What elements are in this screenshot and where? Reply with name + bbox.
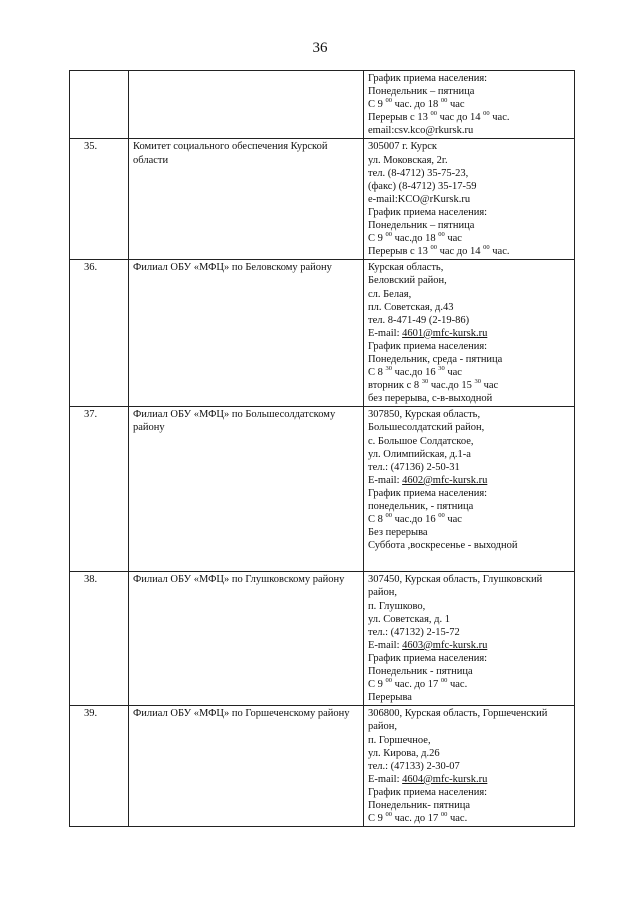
table-row xyxy=(70,260,575,407)
contact-details xyxy=(364,407,575,572)
time-minutes: 00 xyxy=(440,811,448,819)
detail-line xyxy=(368,773,570,786)
detail-line xyxy=(368,85,570,98)
table-row xyxy=(70,139,575,260)
row-number: 36. xyxy=(70,260,129,407)
text-fragment: 306800, Курская область, Горшеченский xyxy=(368,708,548,720)
detail-line xyxy=(368,747,570,760)
detail-line xyxy=(368,639,570,652)
text-fragment: С 9 xyxy=(368,813,386,825)
text-fragment: час. xyxy=(447,813,468,825)
detail-line xyxy=(368,474,570,487)
text-fragment: п. Глушково, xyxy=(368,600,426,612)
detail-line xyxy=(368,586,570,599)
contact-details xyxy=(364,139,575,260)
table-row xyxy=(70,71,575,139)
text-fragment: С 9 xyxy=(368,233,386,245)
organization-name xyxy=(129,71,364,139)
time-minutes: 00 xyxy=(440,677,448,685)
text-fragment: тел.: (47132) 2-15-72 xyxy=(368,626,460,638)
time-minutes: 00 xyxy=(385,97,393,105)
detail-line xyxy=(368,600,570,613)
table-row xyxy=(70,706,575,827)
detail-line xyxy=(368,98,570,111)
text-fragment: E-mail: xyxy=(368,474,403,486)
time-minutes: 00 xyxy=(385,512,393,520)
text-fragment: Перерыв с 13 xyxy=(368,112,431,124)
detail-line xyxy=(368,193,570,206)
text-fragment: E-mail: xyxy=(368,639,403,651)
text-fragment: email:csv.kco@rkursk.ru xyxy=(368,125,474,137)
row-number xyxy=(70,71,129,139)
text-fragment: час. xyxy=(489,112,510,124)
text-fragment: 307850, Курская область, xyxy=(368,409,481,421)
detail-line xyxy=(368,327,570,340)
text-fragment: График приема населения: xyxy=(368,340,488,352)
text-fragment: час. xyxy=(447,679,468,691)
text-fragment: час xyxy=(444,367,462,379)
detail-line xyxy=(368,206,570,219)
text-fragment: С 9 xyxy=(368,99,386,111)
detail-line xyxy=(368,707,570,720)
organization-name: Филиал ОБУ «МФЦ» по Большесолдатскому району xyxy=(129,407,364,572)
detail-line xyxy=(368,652,570,665)
detail-line xyxy=(368,167,570,180)
text-fragment: Понедельник – пятница xyxy=(368,220,475,232)
time-minutes: 00 xyxy=(483,110,490,118)
detail-line xyxy=(368,812,570,825)
text-fragment: час xyxy=(444,514,462,526)
email-link: 4602@mfc-kursk.ru xyxy=(402,474,488,486)
detail-line xyxy=(368,72,570,85)
text-fragment: С 9 xyxy=(368,679,386,691)
time-minutes: 00 xyxy=(438,231,445,239)
email-link: 4601@mfc-kursk.ru xyxy=(402,327,488,339)
detail-line xyxy=(368,340,570,353)
table-row xyxy=(70,572,575,706)
organization-name: Комитет социального обеспечения Курской области xyxy=(129,139,364,260)
time-minutes: 00 xyxy=(483,244,490,252)
text-fragment: Без перерыва xyxy=(368,527,428,539)
contact-details xyxy=(364,572,575,706)
detail-line xyxy=(368,366,570,379)
detail-line xyxy=(368,261,570,274)
detail-line xyxy=(368,573,570,586)
detail-line xyxy=(368,760,570,773)
table-row xyxy=(70,407,575,572)
row-number: 39. xyxy=(70,706,129,827)
contacts-table xyxy=(69,70,575,827)
organization-name: Филиал ОБУ «МФЦ» по Горшеченскому району xyxy=(129,706,364,827)
time-minutes: 00 xyxy=(438,512,445,520)
text-fragment: С 8 xyxy=(368,367,386,379)
text-fragment: пл. Советская, д.43 xyxy=(368,301,454,313)
detail-line xyxy=(368,245,570,258)
text-fragment: час. xyxy=(489,246,510,258)
text-fragment: С 8 xyxy=(368,514,386,526)
detail-line xyxy=(368,539,570,552)
time-minutes: 30 xyxy=(421,378,429,386)
text-fragment: Понедельник – пятница xyxy=(368,86,475,98)
text-fragment: час.до 15 xyxy=(428,380,475,392)
text-fragment: Понедельник- пятница xyxy=(368,799,471,811)
time-minutes: 30 xyxy=(385,365,393,373)
detail-line xyxy=(368,613,570,626)
text-fragment: E-mail: xyxy=(368,773,403,785)
text-fragment: ул. Моковская, 2г. xyxy=(368,154,448,166)
detail-line xyxy=(368,720,570,733)
organization-name: Филиал ОБУ «МФЦ» по Глушковскому району xyxy=(129,572,364,706)
detail-line xyxy=(368,288,570,301)
text-fragment: сл. Белая, xyxy=(368,288,412,300)
text-fragment: График приема населения: xyxy=(368,73,488,84)
table-body xyxy=(70,71,575,827)
text-fragment: тел. 8-471-49 (2-19-86) xyxy=(368,314,470,326)
time-minutes: 00 xyxy=(440,97,448,105)
text-fragment: Курская область, xyxy=(368,262,444,274)
text-fragment: тел. (8-4712) 35-75-23, xyxy=(368,167,469,179)
text-fragment: График приема населения: xyxy=(368,786,488,798)
text-fragment: район, xyxy=(368,721,398,733)
detail-line xyxy=(368,180,570,193)
detail-line xyxy=(368,626,570,639)
text-fragment: понедельник, - пятница xyxy=(368,501,474,512)
detail-line xyxy=(368,379,570,392)
time-minutes: 30 xyxy=(438,365,445,373)
text-fragment: Перерыва xyxy=(368,692,412,704)
email-link: 4604@mfc-kursk.ru xyxy=(402,773,488,785)
text-fragment: без перерыва, с-в-выходной xyxy=(368,393,493,405)
text-fragment: ул. Кирова, д.26 xyxy=(368,747,440,759)
text-fragment: 307450, Курская область, Глушковский xyxy=(368,574,543,586)
email-link: 4603@mfc-kursk.ru xyxy=(402,639,488,651)
detail-line xyxy=(368,461,570,474)
contact-details xyxy=(364,260,575,407)
detail-line xyxy=(368,487,570,500)
detail-line xyxy=(368,154,570,167)
text-fragment: п. Горшечное, xyxy=(368,734,431,746)
text-fragment: ул. Советская, д. 1 xyxy=(368,613,450,625)
detail-line xyxy=(368,274,570,287)
time-minutes: 00 xyxy=(430,110,437,118)
row-number: 37. xyxy=(70,407,129,572)
text-fragment: час xyxy=(447,99,465,111)
text-fragment: Перерыв с 13 xyxy=(368,246,431,258)
text-fragment: График приема населения: xyxy=(368,652,488,664)
detail-line xyxy=(368,408,570,421)
detail-line xyxy=(368,140,570,153)
row-number: 35. xyxy=(70,139,129,260)
detail-line xyxy=(368,124,570,137)
detail-line xyxy=(368,665,570,678)
time-minutes: 00 xyxy=(385,811,393,819)
contact-details xyxy=(364,71,575,139)
detail-line xyxy=(368,799,570,812)
text-fragment: с. Большое Солдатское, xyxy=(368,435,474,447)
text-fragment: час до 14 xyxy=(436,246,484,258)
text-fragment: 305007 г. Курск xyxy=(368,141,437,153)
text-fragment: тел.: (47136) 2-50-31 xyxy=(368,461,460,473)
organization-name: Филиал ОБУ «МФЦ» по Беловскому району xyxy=(129,260,364,407)
text-fragment: вторник с 8 xyxy=(368,380,422,392)
text-fragment: Понедельник - пятница xyxy=(368,666,473,678)
page-number: 36 xyxy=(312,40,328,56)
contact-details xyxy=(364,706,575,827)
time-minutes: 30 xyxy=(474,378,481,386)
row-number: 38. xyxy=(70,572,129,706)
detail-line xyxy=(368,500,570,513)
time-minutes: 00 xyxy=(385,677,393,685)
text-fragment: Суббота ,воскресенье - выходной xyxy=(368,540,518,552)
text-fragment: Большесолдатский район, xyxy=(368,422,485,434)
detail-line xyxy=(368,691,570,704)
time-minutes: 00 xyxy=(430,244,437,252)
text-fragment: час. до 18 xyxy=(392,99,441,111)
time-minutes: 00 xyxy=(385,231,393,239)
text-fragment: Понедельник, среда - пятница xyxy=(368,353,503,365)
detail-line xyxy=(368,786,570,799)
text-fragment: (факс) (8-4712) 35-17-59 xyxy=(368,180,477,192)
text-fragment: час. до 17 xyxy=(392,679,441,691)
text-fragment: e-mail:KCO@rKursk.ru xyxy=(368,193,471,205)
text-fragment: час.до 18 xyxy=(392,233,439,245)
detail-line xyxy=(368,301,570,314)
text-fragment: час xyxy=(480,380,499,392)
detail-line xyxy=(368,678,570,691)
text-fragment: час.до 16 xyxy=(392,367,439,379)
text-fragment: час до 14 xyxy=(436,112,484,124)
text-fragment: График приема населения: xyxy=(368,206,488,218)
detail-line xyxy=(368,435,570,448)
text-fragment: График приема населения: xyxy=(368,487,488,499)
text-fragment: ул. Олимпийская, д.1-а xyxy=(368,448,471,460)
detail-line xyxy=(368,219,570,232)
text-fragment: Беловский район, xyxy=(368,275,447,287)
detail-line xyxy=(368,526,570,539)
detail-line xyxy=(368,513,570,526)
text-fragment: час. до 17 xyxy=(392,813,441,825)
text-fragment: район, xyxy=(368,587,398,599)
detail-line xyxy=(368,111,570,124)
detail-line xyxy=(368,734,570,747)
detail-line xyxy=(368,448,570,461)
text-fragment: тел.: (47133) 2-30-07 xyxy=(368,760,460,772)
text-fragment: час xyxy=(444,233,462,245)
detail-line xyxy=(368,314,570,327)
detail-line xyxy=(368,232,570,245)
detail-line xyxy=(368,421,570,434)
text-fragment: E-mail: xyxy=(368,327,403,339)
text-fragment: час.до 16 xyxy=(392,514,439,526)
detail-line xyxy=(368,353,570,366)
detail-line xyxy=(368,392,570,405)
